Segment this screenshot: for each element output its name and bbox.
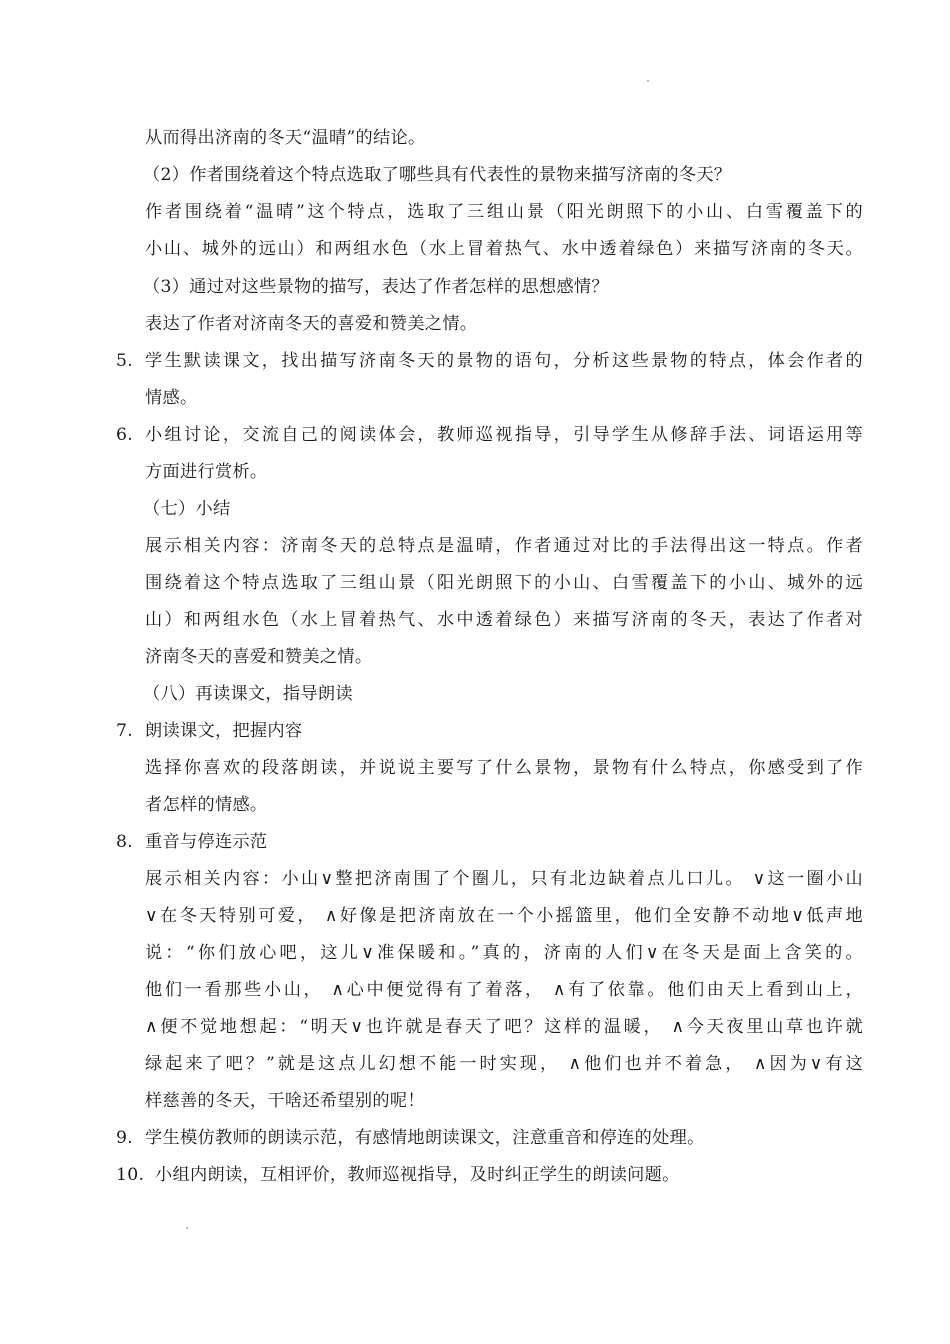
text-line: 者怎样的情感。 — [145, 795, 268, 815]
text-line: 山）和两组水色（水上冒着热气、水中透着绿色）来描写济南的冬天，表达了作者对 — [145, 610, 863, 630]
text-line: 展示相关内容：济南冬天的总特点是温晴，作者通过对比的手法得出这一特点。作者 — [145, 536, 863, 556]
section-heading: （八）再读课文，指导朗读 — [143, 684, 353, 704]
text-line: 小山、城外的远山）和两组水色（水上冒着热气、水中透着绿色）来描写济南的冬天。 — [145, 239, 863, 259]
text-line: 说：“你们放心吧，这儿∨准保暖和。”真的，济南的人们∨在冬天是面上含笑的。 — [145, 943, 863, 963]
speck — [647, 80, 649, 82]
text-line: 方面进行赏析。 — [145, 462, 268, 482]
text-line: 从而得出济南的冬天“温晴”的结论。 — [145, 128, 426, 148]
list-number: 6. — [116, 425, 133, 445]
text-line: 选择你喜欢的段落朗读，并说说主要写了什么景物，景物有什么特点，你感受到了作 — [145, 758, 863, 778]
text-line: 小组内朗读，互相评价，教师巡视指导，及时纠正学生的朗读问题。 — [155, 1165, 680, 1185]
text-line: 济南冬天的喜爱和赞美之情。 — [145, 647, 373, 667]
text-line: 作者围绕着“温晴”这个特点，选取了三组山景（阳光朗照下的小山、白雪覆盖下的 — [145, 202, 863, 222]
text-line: 重音与停连示范 — [145, 832, 268, 852]
text-line: （3）通过对这些景物的描写，表达了作者怎样的思想感情？ — [143, 277, 609, 297]
text-line: 朗读课文，把握内容 — [145, 721, 303, 741]
text-line: 展示相关内容：小山∨整把济南围了个圈儿，只有北边缺着点儿口儿。 ∨这一圈小山 — [145, 869, 863, 889]
list-number: 7. — [116, 721, 133, 741]
text-line: 围绕着这个特点选取了三组山景（阳光朗照下的小山、白雪覆盖下的小山、城外的远 — [145, 573, 863, 593]
text-line: 学生模仿教师的朗读示范，有感情地朗读课文，注意重音和停连的处理。 — [145, 1128, 705, 1148]
text-line: 表达了作者对济南冬天的喜爱和赞美之情。 — [145, 314, 478, 334]
text-line: （2）作者围绕着这个特点选取了哪些具有代表性的景物来描写济南的冬天？ — [143, 165, 732, 185]
text-line: 绿起来了吧？”就是这点儿幻想不能一时实现， ∧他们也并不着急， ∧因为∨有这 — [145, 1054, 863, 1074]
speck — [186, 1227, 188, 1229]
text-line: ∧便不觉地想起：“明天∨也许就是春天了吧？这样的温暖， ∧今天夜里山草也许就 — [145, 1017, 863, 1037]
text-line: 小组讨论，交流自己的阅读体会，教师巡视指导，引导学生从修辞手法、词语运用等 — [145, 425, 863, 445]
list-number: 8. — [116, 832, 133, 852]
text-line: 他们一看那些小山， ∧心中便觉得有了着落， ∧有了依靠。他们由天上看到山上， — [145, 980, 863, 1000]
section-heading: （七）小结 — [143, 499, 231, 519]
list-number: 10. — [116, 1165, 145, 1185]
text-line: 样慈善的冬天，干啥还希望别的呢！ — [145, 1091, 425, 1111]
text-line: ∨在冬天特别可爱， ∧好像是把济南放在一个小摇篮里，他们全安静不动地∨低声地 — [145, 906, 863, 926]
text-line: 学生默读课文，找出描写济南冬天的景物的语句，分析这些景物的特点，体会作者的 — [145, 351, 863, 371]
list-number: 9. — [116, 1128, 133, 1148]
text-line: 情感。 — [145, 388, 198, 408]
list-number: 5. — [116, 351, 133, 371]
